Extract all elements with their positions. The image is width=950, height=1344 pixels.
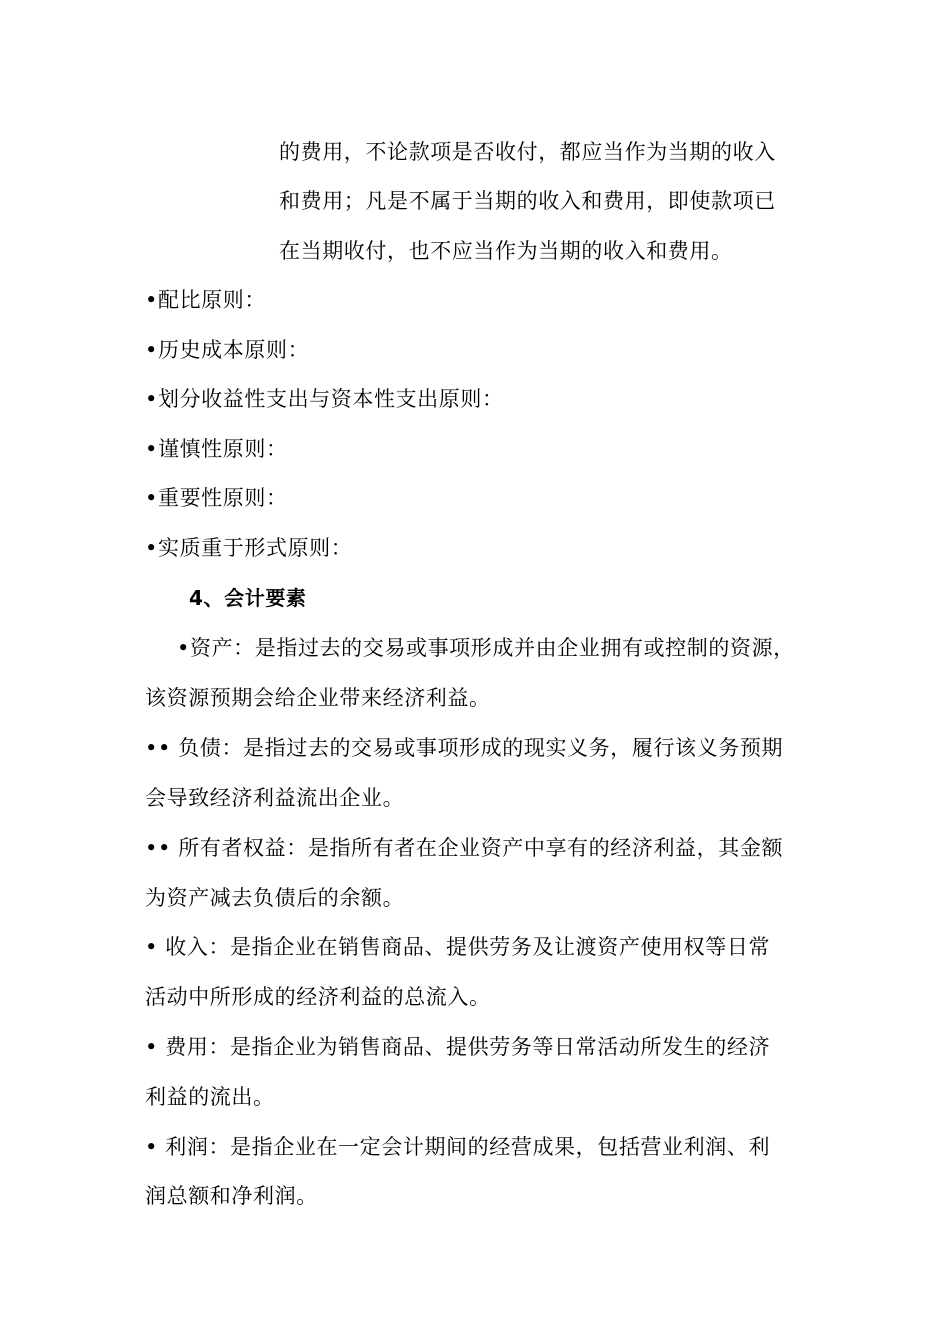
element-line: • 费用：是指企业为销售商品、提供劳务等日常活动所发生的经济 [145, 1035, 771, 1059]
element-line: •• 所有者权益：是指所有者在企业资产中享有的经济利益，其金额 [145, 836, 784, 860]
principle-item: •划分收益性支出与资本性支出原则： [145, 387, 504, 411]
intro-line: 和费用；凡是不属于当期的收入和费用，即使款项已 [279, 189, 776, 213]
element-line: •• 负债：是指过去的交易或事项形成的现实义务，履行该义务预期 [145, 736, 784, 760]
principle-item: •配比原则： [145, 288, 266, 312]
element-line: 该资源预期会给企业带来经济利益。 [145, 686, 491, 710]
intro-line: 的费用，不论款项是否收付，都应当作为当期的收入 [279, 140, 776, 164]
element-line: 活动中所形成的经济利益的总流入。 [145, 985, 491, 1009]
element-line: 利益的流出。 [145, 1085, 275, 1109]
principle-item: •历史成本原则： [145, 338, 310, 362]
element-line: • 利润：是指企业在一定会计期间的经营成果，包括营业利润、利 [145, 1135, 771, 1159]
element-line: 会导致经济利益流出企业。 [145, 786, 405, 810]
principle-item: •实质重于形式原则： [145, 536, 353, 560]
principle-item: •重要性原则： [145, 486, 288, 510]
intro-line: 在当期收付，也不应当作为当期的收入和费用。 [279, 239, 733, 263]
principle-item: •谨慎性原则： [145, 437, 288, 461]
element-line: 为资产减去负债后的余额。 [145, 886, 405, 910]
element-line: • 收入：是指企业在销售商品、提供劳务及让渡资产使用权等日常 [145, 935, 771, 959]
element-line: •资产：是指过去的交易或事项形成并由企业拥有或控制的资源， [177, 636, 795, 660]
element-line: 润总额和净利润。 [145, 1184, 318, 1208]
section-heading: 4、会计要素 [189, 586, 307, 610]
